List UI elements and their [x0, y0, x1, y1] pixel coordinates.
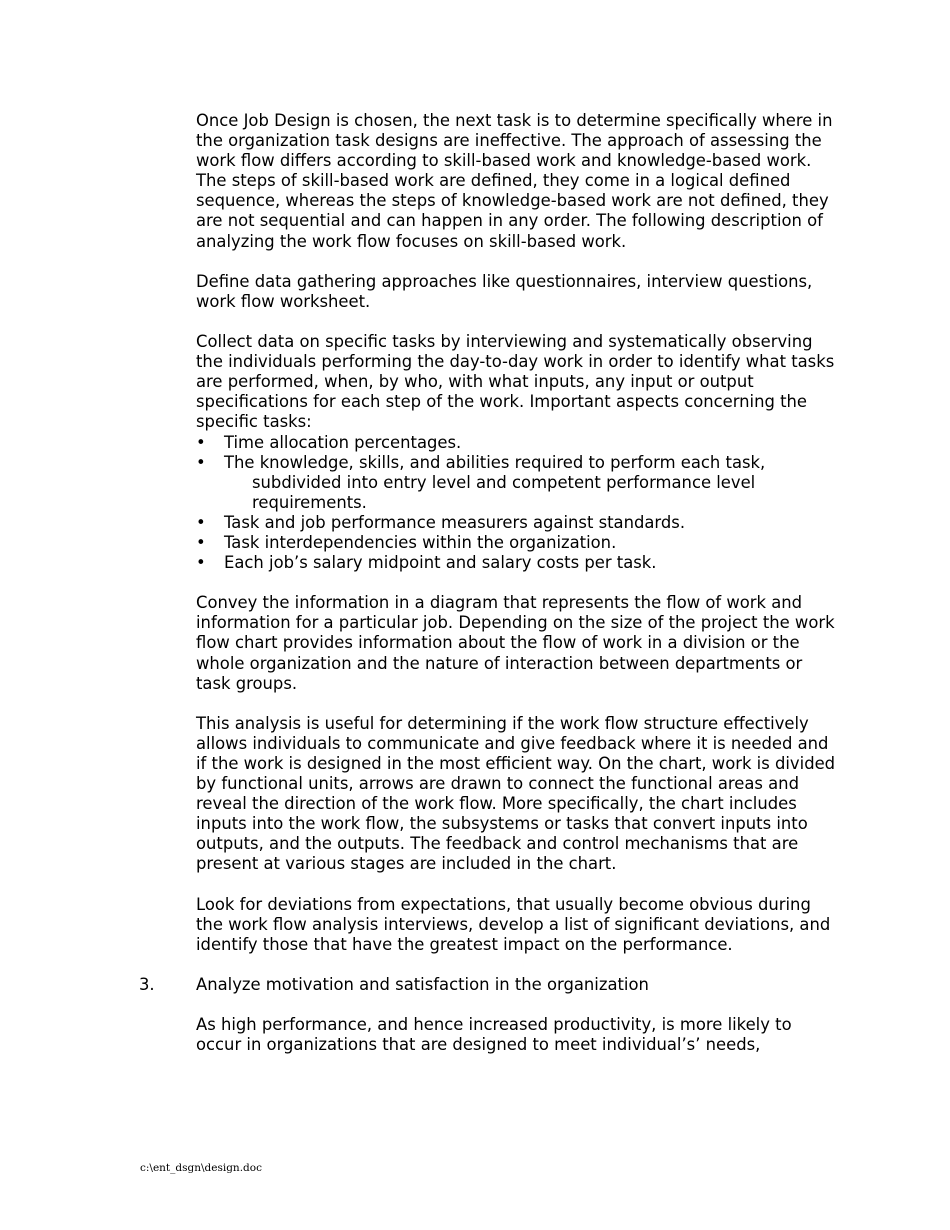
list-item	[196, 533, 836, 553]
footer-file-path: c:\ent_dsgn\design.doc	[140, 1162, 262, 1174]
paragraph-deviations: Look for deviations from expectations, that usually become obvious during the work flow analysis interviews, develop a list of significant deviations, and identify those that have the greatest impact on the performance.	[196, 894, 831, 954]
section-number: 3.	[139, 975, 155, 995]
bullet-icon: •	[196, 532, 206, 552]
bullet-icon: •	[196, 512, 206, 532]
list-item-text: Task and job performance measurers against standards.	[224, 512, 686, 532]
paragraph-intro: Once Job Design is chosen, the next task is to determine specifically where in the organization task designs are ineffective. The approach of assessing the work flow differs according to skill-based work and knowledge-based work. The steps of skill-based work are defined, they come in a logical defined sequence, whereas the steps of knowledge-based work are not defined, they are not sequential and can happen in any order. The following description of analyzing the work flow focuses on skill-based work.	[196, 111, 833, 251]
section-title: Analyze motivation and satisfaction in the organization	[196, 975, 649, 995]
paragraph-motivation: As high performance, and hence increased productivity, is more likely to occur in organizations that are designed to meet individual’s’ needs,	[196, 1015, 792, 1055]
section-3-heading	[139, 975, 836, 995]
list-item	[196, 433, 836, 453]
paragraph-convey-information: Convey the information in a diagram that represents the flow of work and information for a particular job. Depending on the size of the project the work flow chart provides information about the flow of work in a division or the whole organization and the nature of interaction between departments or task groups.	[196, 593, 835, 693]
list-item	[196, 453, 836, 513]
list-item-continuation: subdivided into entry level and competent performance level	[252, 472, 756, 492]
paragraph-collect-data: Collect data on specific tasks by interviewing and systematically observing the individuals performing the day-to-day work in order to identify what tasks are performed, when, by who, with what inputs, any input or output specifications for each step of the work. Important aspects concerning the specific tasks:	[196, 332, 835, 432]
list-item-text: The knowledge, skills, and abilities required to perform each task,	[224, 452, 766, 472]
list-item-continuation: requirements.	[252, 492, 367, 512]
bullet-icon: •	[196, 553, 206, 573]
list-item-text: Each job’s salary midpoint and salary costs per task.	[224, 553, 657, 573]
list-item	[196, 513, 836, 533]
paragraph-define-data-gathering: Define data gathering approaches like questionnaires, interview questions, work flow worksheet.	[196, 271, 813, 311]
document-body	[139, 111, 836, 1055]
bullet-icon: •	[196, 452, 206, 472]
task-aspects-list	[196, 433, 836, 574]
list-item-text: Task interdependencies within the organization.	[224, 532, 617, 552]
list-item-text: Time allocation percentages.	[224, 432, 462, 452]
paragraph-analysis: This analysis is useful for determining if the work flow structure effectively allows individuals to communicate and give feedback where it is needed and if the work is designed in the most efficient way. On the chart, work is divided by functional units, arrows are drawn to connect the functional areas and reveal the direction of the work flow. More specifically, the chart includes inputs into the work flow, the subsystems or tasks that convert inputs into outputs, and the outputs. The feedback and control mechanisms that are present at various stages are included in the chart.	[196, 713, 836, 874]
list-item	[196, 553, 836, 573]
bullet-icon: •	[196, 432, 206, 452]
